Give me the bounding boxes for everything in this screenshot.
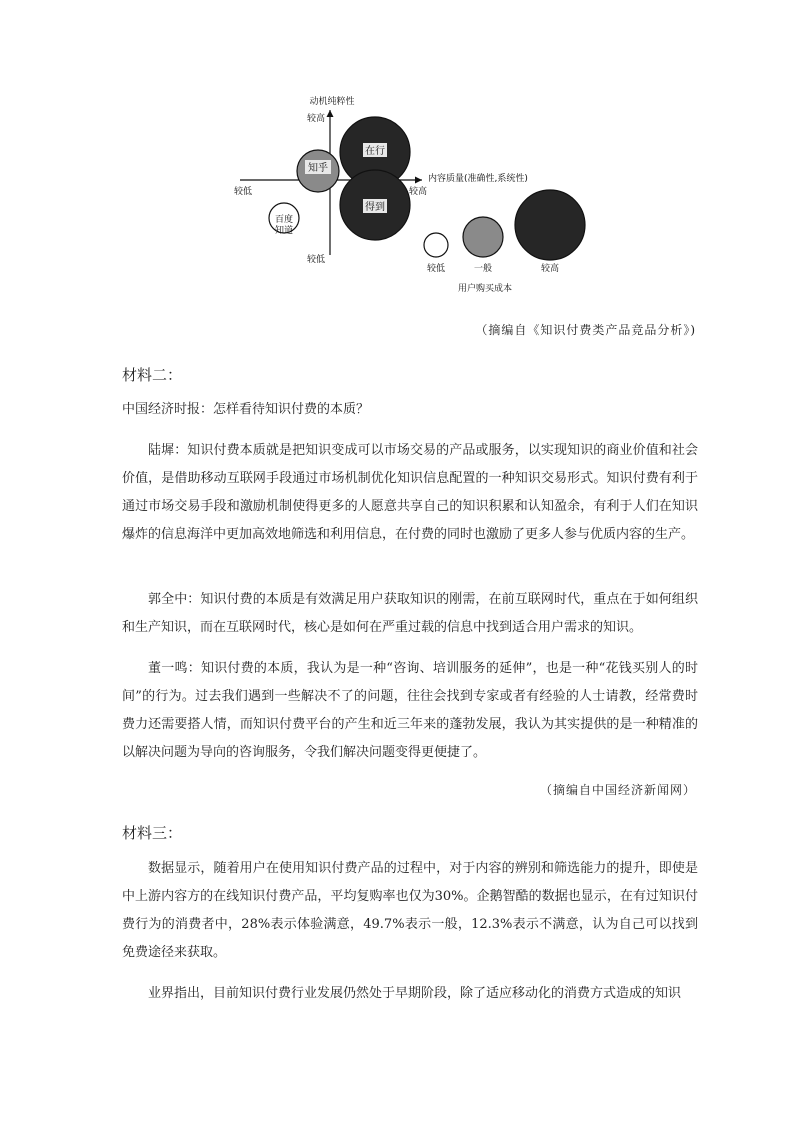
legend-label-high: 较高 [540,264,560,274]
source-note-2: （摘编自中国经济新闻网） [539,783,696,797]
material-3-heading: 材料三： [122,824,183,842]
legend-circle-high [515,190,585,260]
bubble-chart [0,0,794,310]
material-3-paragraph-1: 数据显示，随着用户在使用知识付费产品的过程中，对于内容的辨别和筛选能力的提升，即使是中上游内容方的在线知识付费产品，平均复购率也仅为30%。企鹅智酷的数据也显示，在有过知识付费行为的消费者中，28%表示体验满意，49.7%表示一般，12.3%表示不满意，认为自己可以找到免费途径来获取。 [122,861,698,960]
legend-title: 用户购买成本 [457,284,513,294]
y-axis-label: 动机纯粹性 [309,97,355,107]
x-axis-label: 内容质量(准确性,系统性) [428,174,528,184]
bubble-label-baidu-line-1: 百度 [274,215,294,225]
chart-svg [0,0,794,310]
bubble-label-dedao: 得到 [365,202,385,213]
legend-circle-mid [463,217,503,257]
bubble-label-zhihu: 知乎 [308,163,328,174]
bubble-label-baidu-line-2: 知道 [274,226,294,236]
material-2-paragraph-2: 郭全中：知识付费的本质是有效满足用户获取知识的刚需，在前互联网时代，重点在于如何组织和生产知识，而在互联网时代，核心是如何在严重过载的信息中找到适合用户需求的知识。 [122,592,698,635]
material-2-question: 中国经济时报：怎样看待知识付费的本质？ [122,402,370,417]
material-2-paragraph-3: 董一鸣：知识付费的本质，我认为是一种“咨询、培训服务的延伸”，也是一种“花钱买别人的时间”的行为。过去我们遇到一些解决不了的问题，往往会找到专家或者有经验的人士请教，经常费时费力还需要搭人情，而知识付费平台的产生和近三年来的蓬勃发展，我认为其实提供的是一种精准的以解决问题为导向的咨询服务，令我们解决问题变得更便捷了。 [122,661,698,760]
legend-label-low: 较低 [426,264,446,274]
material-2-paragraph-1: 陆墀：知识付费本质就是把知识变成可以市场交易的产品或服务，以实现知识的商业价值和社会价值，是借助移动互联网手段通过市场机制优化知识信息配置的一种知识交易形式。知识付费有利于通过市场交易手段和激励机制使得更多的人愿意共享自己的知识积累和认知盈余，有利于人们在知识爆炸的信息海洋中更加高效地筛选和利用信息，在付费的同时也激励了更多人参与优质内容的生产。 [122,443,698,542]
legend-label-mid: 一般 [473,264,493,274]
y-high-label: 较高 [306,114,326,124]
y-low-label: 较低 [306,255,326,265]
x-high-label: 较高 [408,187,428,197]
source-note-1: （摘编自《知识付费类产品竞品分析》) [475,323,696,337]
legend-circle-low [424,233,448,257]
material-3-paragraph-2: 业界指出，目前知识付费行业发展仍然处于早期阶段，除了适应移动化的消费方式造成的知识 [148,986,682,1001]
material-2-heading: 材料二： [122,366,183,384]
x-low-label: 较低 [233,187,253,197]
bubble-label-baidu [275,213,293,236]
bubble-label-zaihang: 在行 [365,146,385,157]
